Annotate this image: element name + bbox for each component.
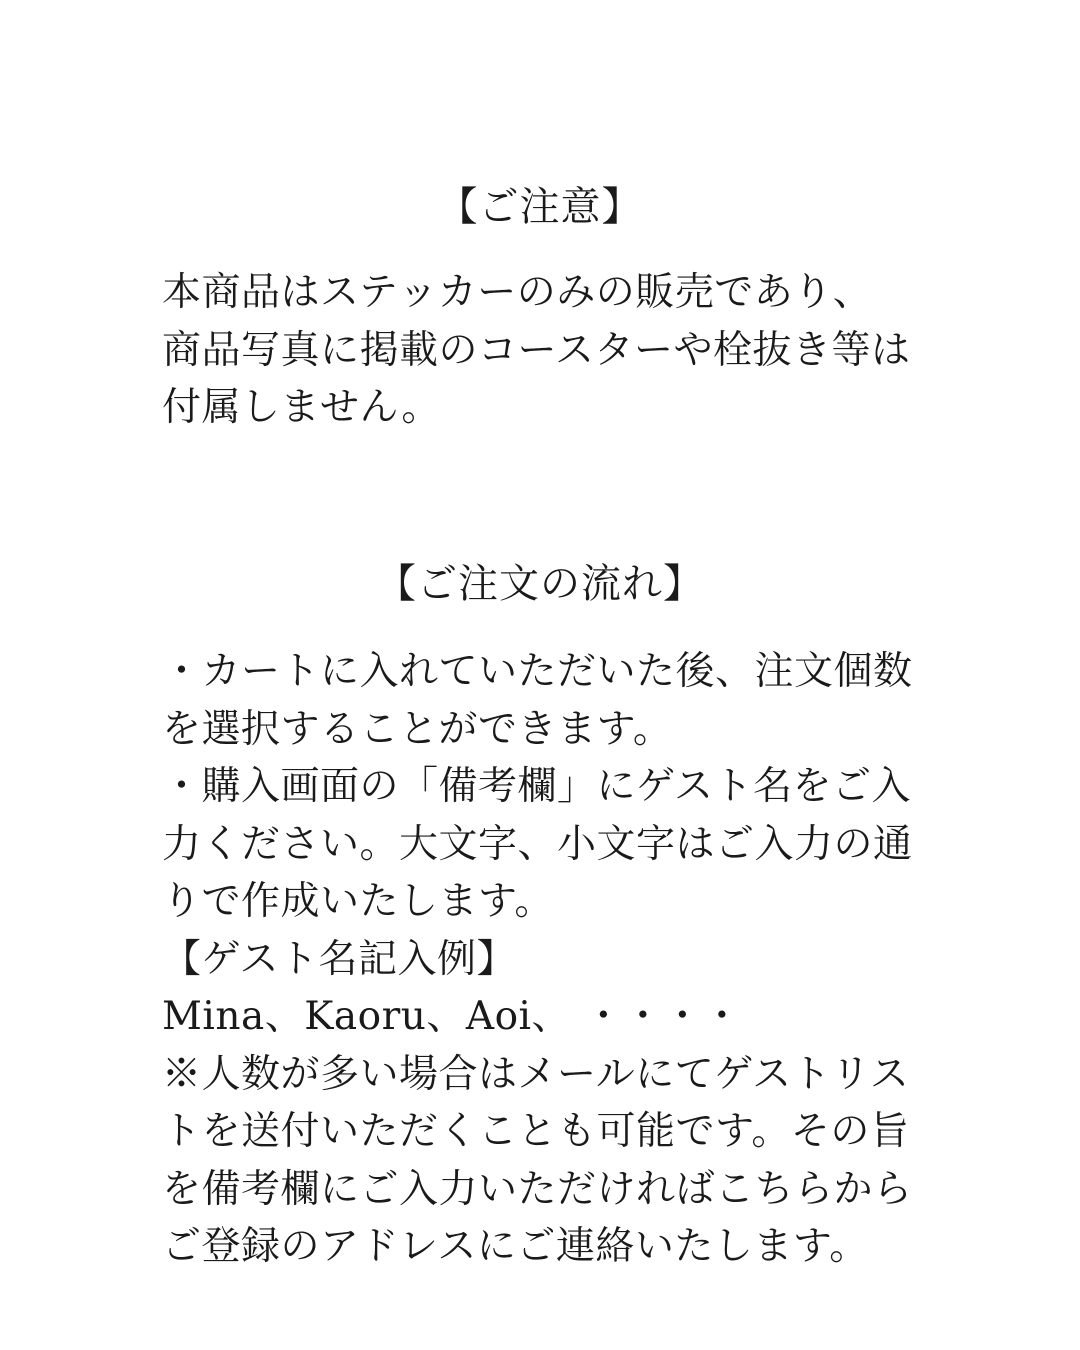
order-flow-heading: 【ご注文の流れ】 [376,561,704,607]
order-flow-line: りで作成いたします。 [162,879,554,924]
order-flow-line: を選択することができます。 [162,706,673,752]
order-flow-line: 力ください。大文字、小文字はご入力の通 [162,821,913,867]
notice-line: 本商品はステッカーのみの販売であり、 [162,270,873,315]
notice-body [162,264,942,437]
guest-name-example-heading: 【ゲスト名記入例】 [162,936,516,982]
order-flow-line: トを送付いただくことも可能です。その旨 [162,1109,910,1154]
order-flow-line: ・カートに入れていただいた後、注文個数 [162,649,913,694]
order-flow-line: を備考欄にご入力いただければこちらから [162,1166,913,1212]
order-flow-body [162,643,942,1276]
order-flow-line: ご登録のアドレスにご連絡いたします。 [162,1224,869,1269]
guest-name-example: Mina、Kaoru、Aoi、 ・・・・ [162,994,742,1039]
notice-line: 付属しません。 [162,385,441,430]
notice-line: 商品写真に掲載のコースターや栓抜き等は [162,327,911,373]
order-flow-line: ※人数が多い場合はメールにてゲストリス [162,1051,910,1097]
notice-heading: 【ご注意】 [437,184,643,230]
order-flow-line: ・購入画面の「備考欄」にゲスト名をご入 [162,764,911,809]
